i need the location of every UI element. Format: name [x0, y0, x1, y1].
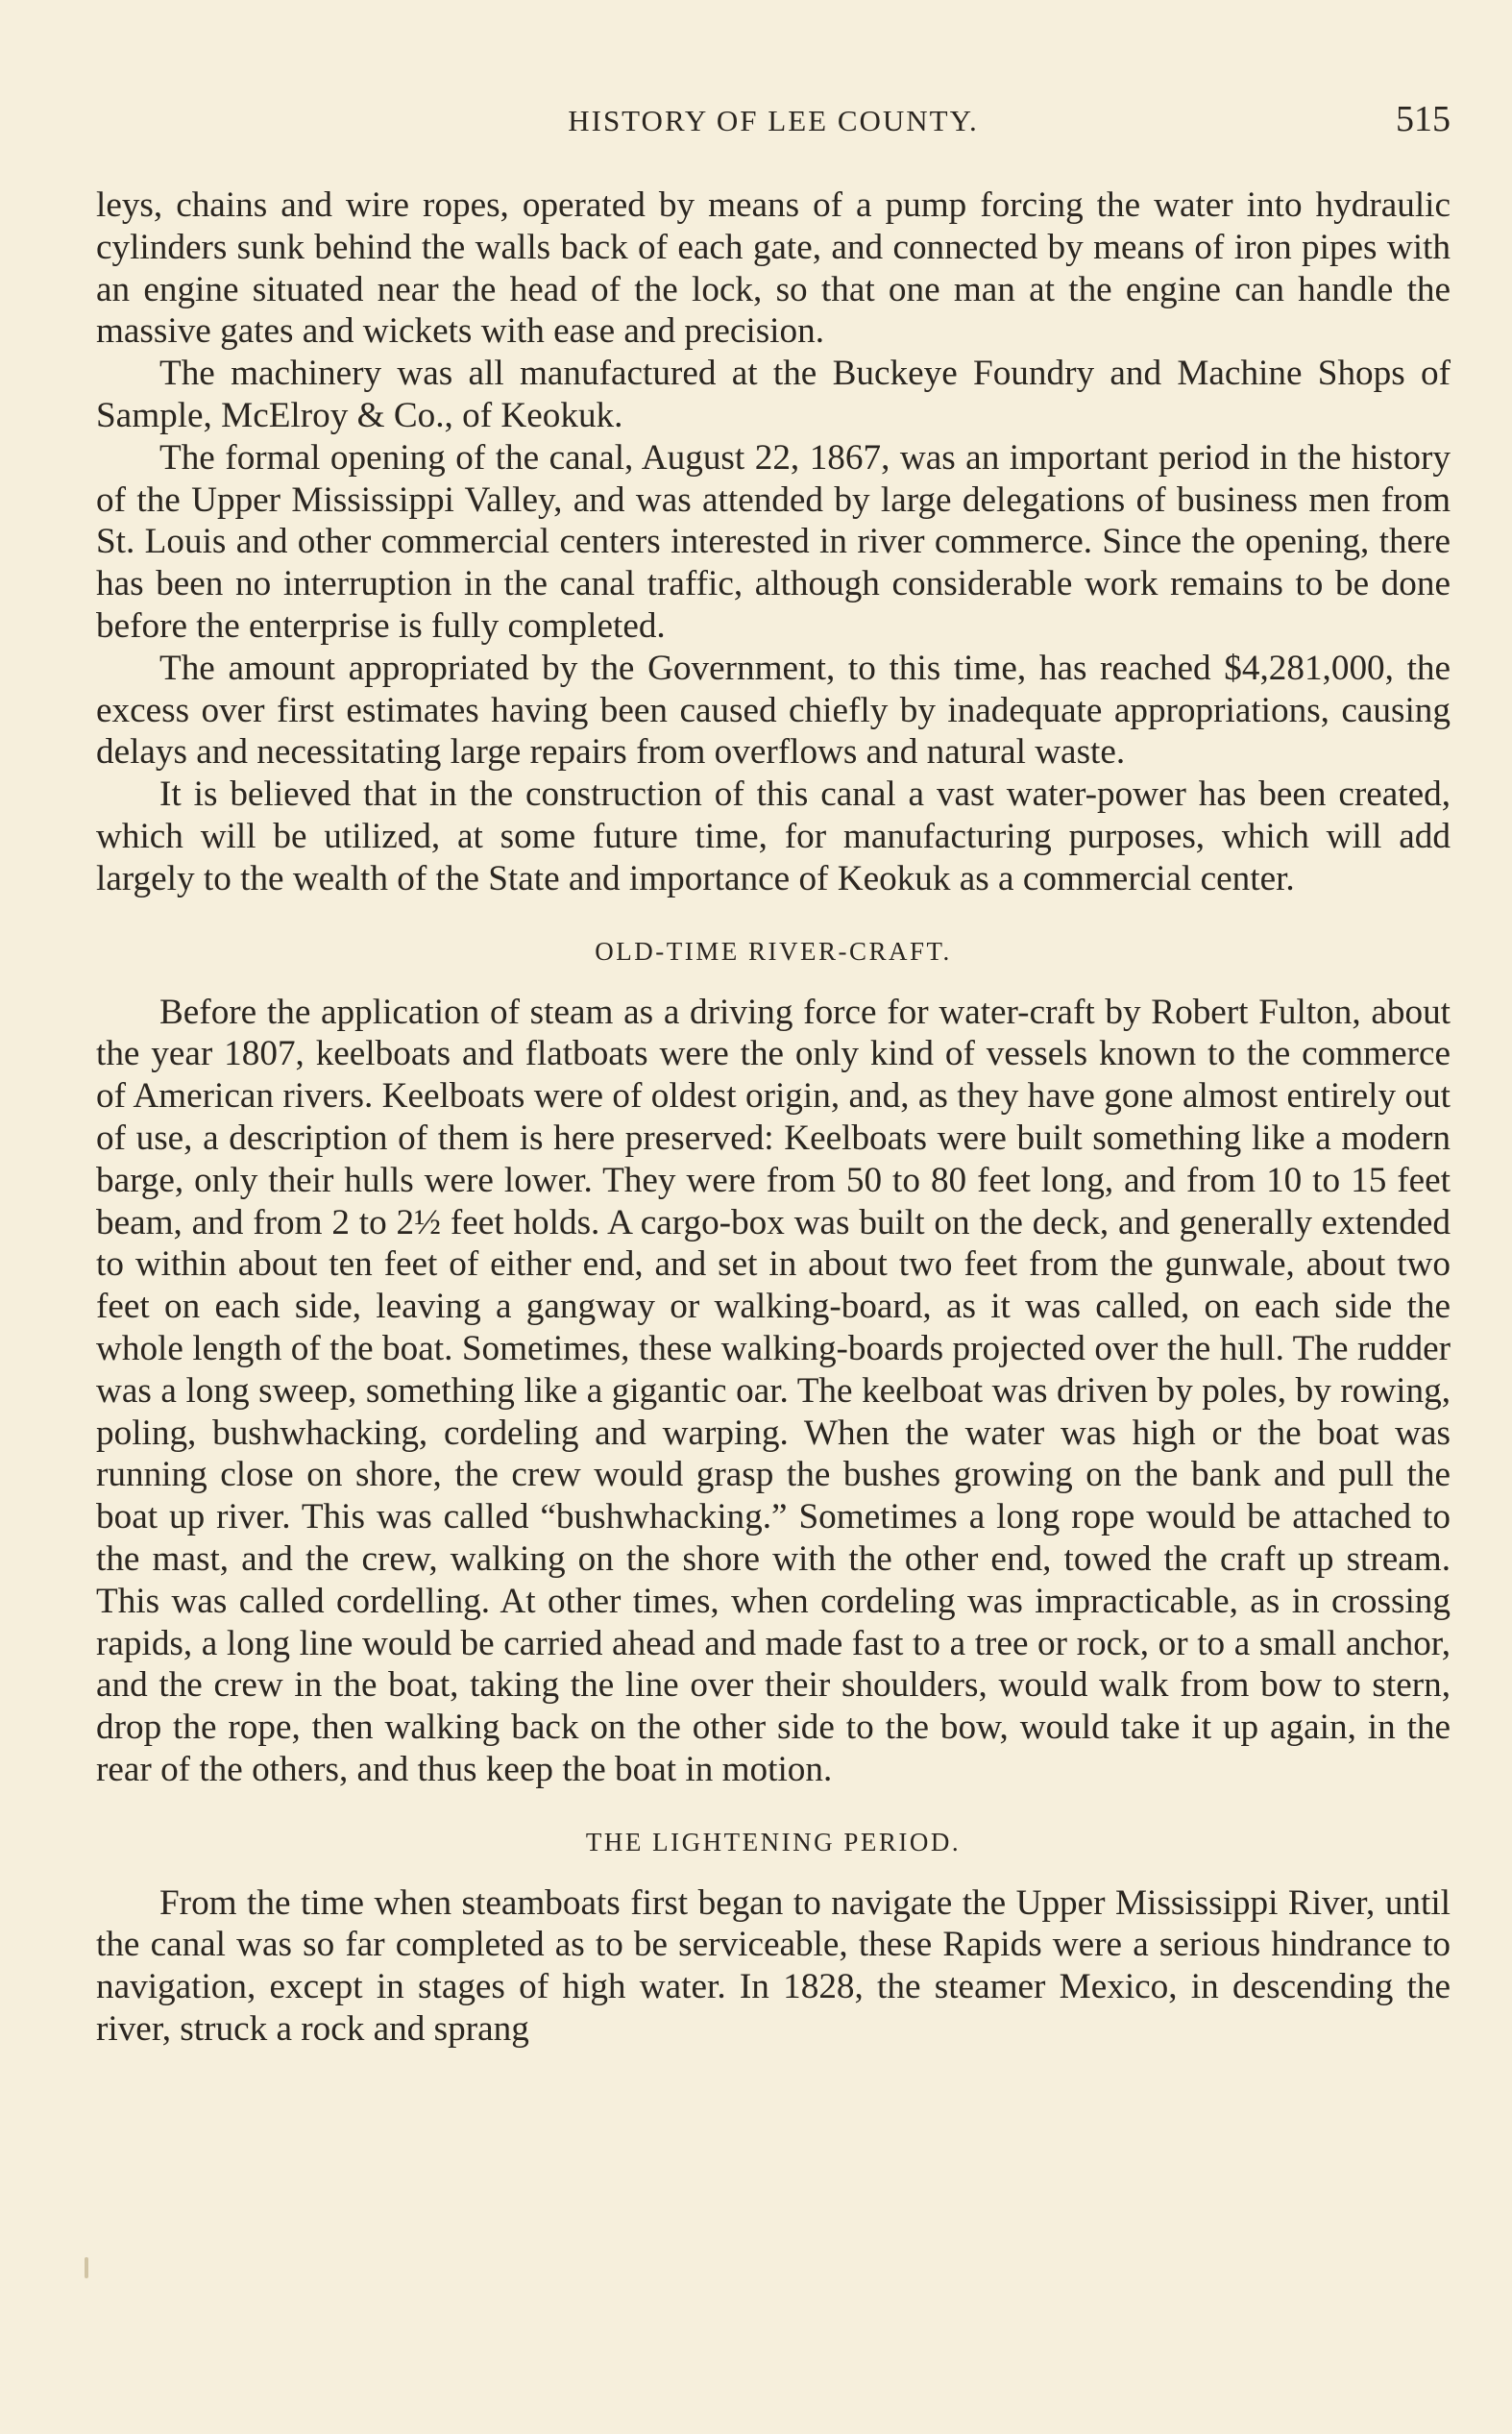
running-head — [96, 96, 1451, 154]
paragraph-water-power: It is believed that in the construction of this canal a vast water-power has been created, which will be utilized, at some future time, for manufacturing purposes, which will add largely to the wealth of the State and importance of Keokuk as a commercial center. — [96, 774, 1451, 898]
page-body — [96, 184, 1451, 2051]
paragraph-machinery: The machinery was all manufactured at the Buckeye Foundry and Machine Shops of Sample, McElroy & Co., of Keokuk. — [96, 354, 1451, 435]
paragraph-canal-opening: The formal opening of the canal, August 22, 1867, was an important period in the history of the Upper Mississippi Valley, and was attended by large delegations of business men from St. Louis and other commercial centers interested in river commerce. Since the opening, there has been no interruption in the canal traffic, although considerable work remains to be done before the enterprise is fully completed. — [96, 437, 1451, 646]
paragraph-keelboats: Before the application of steam as a driving force for water-craft by Robert Fulton, about the year 1807, keelboats and flatboats were the only kind of vessels known to the commerce of American rivers. Keelboats were of oldest origin, and, as they have gone almost entirely out of use, a description of them is here preserved: Keelboats were built something like a modern barge, only their hulls were lower. They were from 50 to 80 feet long, and from 10 to 15 feet beam, and from 2 to 2½ feet holds. A cargo-box was built on the deck, and generally extended to within about ten feet of either end, and set in about two feet from the gunwale, about two feet on each side, leaving a gangway or walking-board, as it was called, on each side the whole length of the boat. Sometimes, these walking-boards projected over the hull. The rudder was a long sweep, something like a gigantic oar. The keelboat was driven by poles, by rowing, poling, bushwhacking, cordeling and warping. When the water was high or the boat was running close on shore, the crew would grasp the bushes growing on the bank and pull the boat up river. This was called “bushwhacking.” Sometimes a long rope would be attached to the mast, and the crew, walking on the shore with the other end, towed the craft up stream. This was called cordelling. At other times, when cordeling was impracticable, as in crossing rapids, a long line would be carried ahead and made fast to a tree or rock, or to a small anchor, and the crew in the boat, taking the line over their shoulders, would walk from bow to stern, drop the rope, then walking back on the other side to the bow, would take it up again, in the rear of the others, and thus keep the boat in motion. — [96, 992, 1451, 1789]
margin-mark — [85, 2257, 88, 2278]
paragraph-appropriation: The amount appropriated by the Government, to this time, has reached $4,281,000, the excess over first estimates having been caused chiefly by inadequate appropriations, causing delays and necessitating large repairs from overflows and natural waste. — [96, 648, 1451, 773]
running-title: HISTORY OF LEE COUNTY. — [568, 104, 979, 137]
section-heading-old-time-river-craft: OLD-TIME RIVER-CRAFT. — [595, 936, 952, 966]
section-heading-lightening-period: THE LIGHTENING PERIOD. — [585, 1827, 962, 1856]
paragraph-steamboats: From the time when steamboats first began to navigate the Upper Mississippi River, until the canal was so far completed as to be serviceable, these Rapids were a serious hindrance to navigation, except in stages of high water. In 1828, the steamer Mexico, in descending the river, struck a rock and sprang — [96, 1882, 1451, 2050]
page-number: 515 — [1396, 99, 1451, 139]
book-page — [96, 96, 1451, 2051]
paragraph-continued: leys, chains and wire ropes, operated by means of a pump forcing the water into hydraulic cylinders sunk behind the walls back of each gate, and connected by means of iron pipes with an engine situated near the head of the lock, so that one man at the engine can handle the massive gates and wickets with ease and precision. — [96, 185, 1451, 352]
